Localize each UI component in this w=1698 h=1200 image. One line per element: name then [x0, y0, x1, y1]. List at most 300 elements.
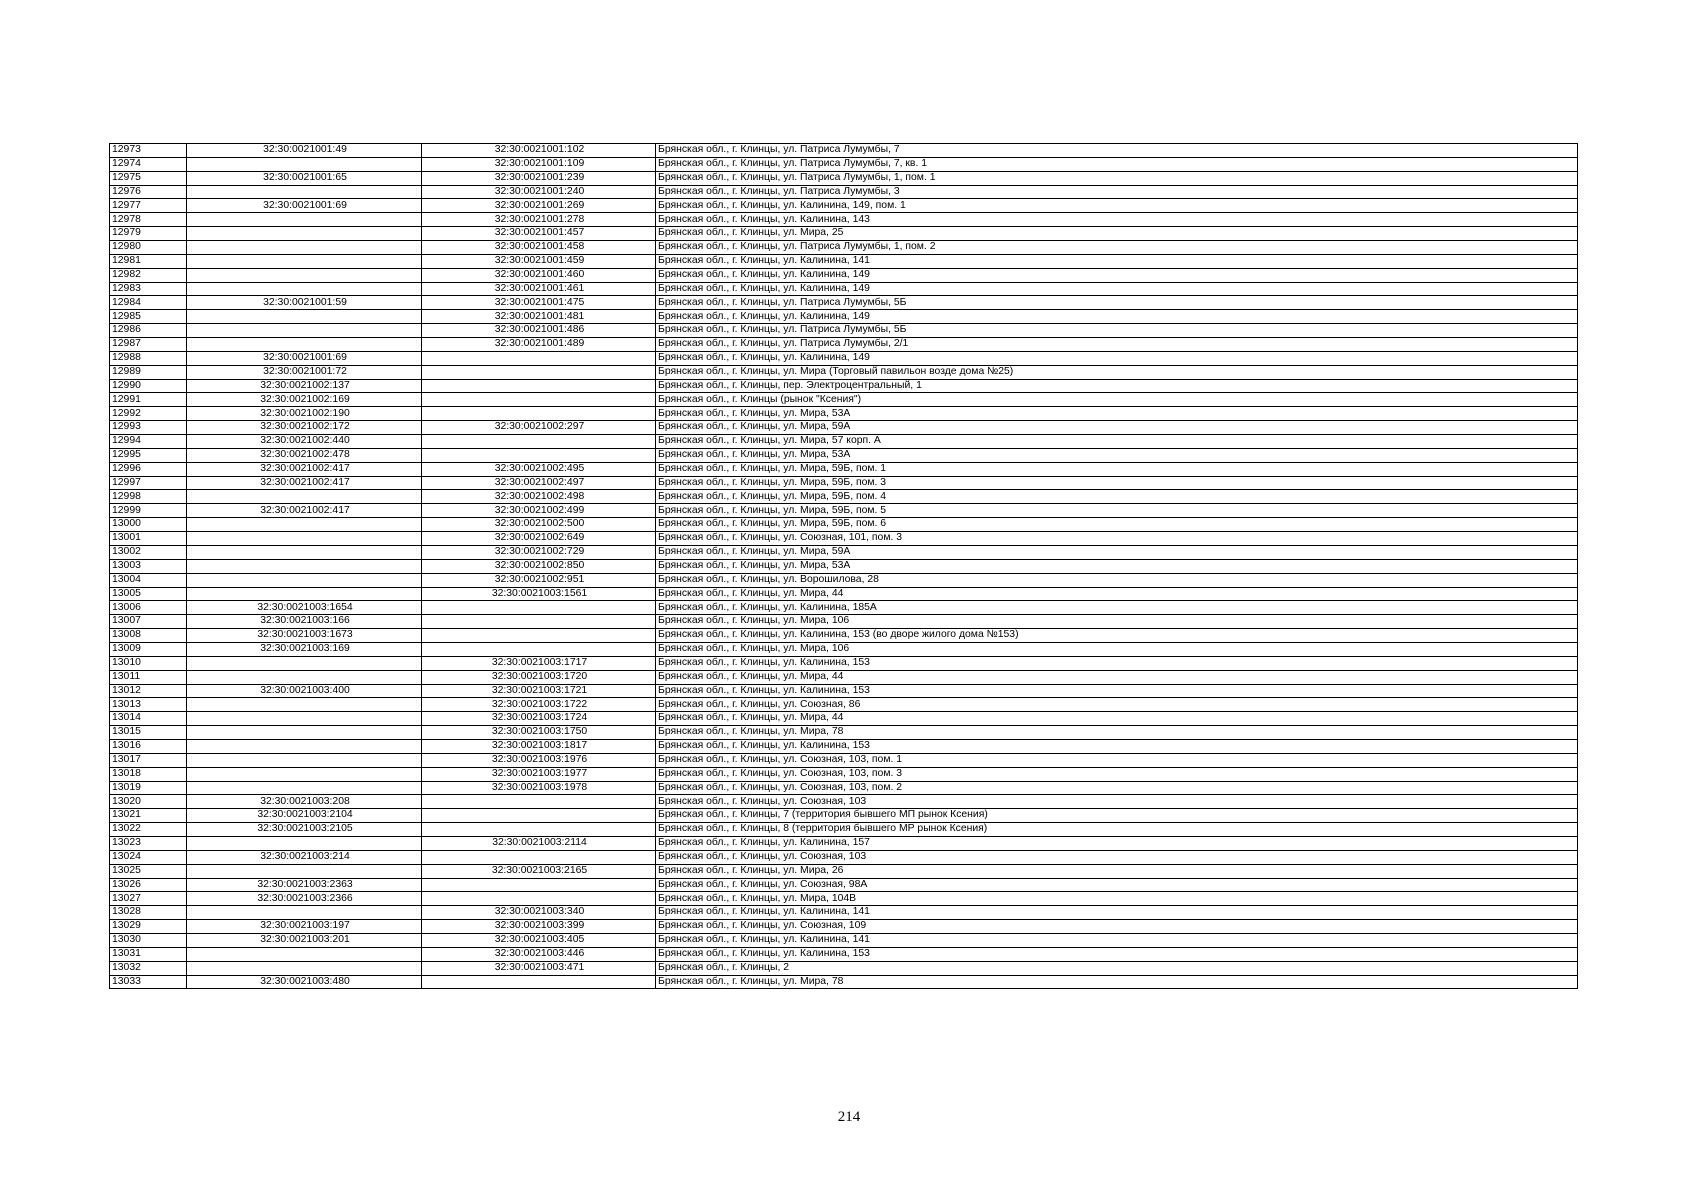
- building-cadastral-number-cell: [422, 809, 656, 823]
- land-cadastral-number-cell: [187, 518, 422, 532]
- building-cadastral-number-cell: 32:30:0021001:460: [422, 268, 656, 282]
- row-number-cell: 13032: [110, 961, 187, 975]
- table-row: [110, 324, 1578, 338]
- table-row: [110, 338, 1578, 352]
- building-cadastral-number-cell: 32:30:0021003:1722: [422, 698, 656, 712]
- row-number-cell: 13010: [110, 656, 187, 670]
- building-cadastral-number-cell: [422, 615, 656, 629]
- land-cadastral-number-cell: 32:30:0021002:172: [187, 421, 422, 435]
- land-cadastral-number-cell: 32:30:0021003:400: [187, 684, 422, 698]
- table-row: [110, 684, 1578, 698]
- building-cadastral-number-cell: [422, 407, 656, 421]
- row-number-cell: 12987: [110, 338, 187, 352]
- address-cell: Брянская обл., г. Клинцы, ул. Калинина, 143: [656, 213, 1578, 227]
- address-cell: Брянская обл., г. Клинцы, ул. Союзная, 103, пом. 3: [656, 767, 1578, 781]
- table-row: [110, 615, 1578, 629]
- land-cadastral-number-cell: 32:30:0021001:69: [187, 351, 422, 365]
- address-cell: Брянская обл., г. Клинцы, ул. Союзная, 103: [656, 850, 1578, 864]
- address-cell: Брянская обл., г. Клинцы, ул. Калинина, 141: [656, 254, 1578, 268]
- land-cadastral-number-cell: [187, 781, 422, 795]
- land-cadastral-number-cell: [187, 227, 422, 241]
- land-cadastral-number-cell: 32:30:0021001:59: [187, 296, 422, 310]
- land-cadastral-number-cell: [187, 698, 422, 712]
- land-cadastral-number-cell: 32:30:0021002:417: [187, 476, 422, 490]
- table-row: [110, 961, 1578, 975]
- row-number-cell: 12998: [110, 490, 187, 504]
- address-cell: Брянская обл., г. Клинцы, ул. Патриса Лумумбы, 7, кв. 1: [656, 157, 1578, 171]
- address-cell: Брянская обл., г. Клинцы, ул. Калинина, 141: [656, 906, 1578, 920]
- address-cell: Брянская обл., г. Клинцы, ул. Мира, 106: [656, 615, 1578, 629]
- building-cadastral-number-cell: 32:30:0021003:2165: [422, 864, 656, 878]
- address-cell: Брянская обл., г. Клинцы, ул. Калинина, 153: [656, 947, 1578, 961]
- land-cadastral-number-cell: 32:30:0021002:169: [187, 393, 422, 407]
- land-cadastral-number-cell: [187, 906, 422, 920]
- table-row: [110, 379, 1578, 393]
- building-cadastral-number-cell: 32:30:0021003:340: [422, 906, 656, 920]
- row-number-cell: 13002: [110, 545, 187, 559]
- building-cadastral-number-cell: [422, 629, 656, 643]
- building-cadastral-number-cell: 32:30:0021002:500: [422, 518, 656, 532]
- land-cadastral-number-cell: 32:30:0021003:2105: [187, 823, 422, 837]
- table-row: [110, 559, 1578, 573]
- land-cadastral-number-cell: 32:30:0021002:417: [187, 504, 422, 518]
- building-cadastral-number-cell: [422, 823, 656, 837]
- table-row: [110, 739, 1578, 753]
- table-row: [110, 947, 1578, 961]
- table-row: [110, 296, 1578, 310]
- land-cadastral-number-cell: [187, 573, 422, 587]
- row-number-cell: 12993: [110, 421, 187, 435]
- table-row: [110, 670, 1578, 684]
- address-cell: Брянская обл., г. Клинцы, ул. Союзная, 101, пом. 3: [656, 532, 1578, 546]
- building-cadastral-number-cell: 32:30:0021003:1750: [422, 726, 656, 740]
- building-cadastral-number-cell: 32:30:0021003:1721: [422, 684, 656, 698]
- land-cadastral-number-cell: [187, 254, 422, 268]
- land-cadastral-number-cell: [187, 324, 422, 338]
- building-cadastral-number-cell: 32:30:0021003:1561: [422, 587, 656, 601]
- building-cadastral-number-cell: 32:30:0021002:297: [422, 421, 656, 435]
- address-cell: Брянская обл., г. Клинцы (рынок "Ксения"): [656, 393, 1578, 407]
- row-number-cell: 13028: [110, 906, 187, 920]
- land-cadastral-number-cell: 32:30:0021002:190: [187, 407, 422, 421]
- table-row: [110, 587, 1578, 601]
- registry-table-container: [109, 143, 1577, 989]
- table-row: [110, 892, 1578, 906]
- row-number-cell: 12978: [110, 213, 187, 227]
- row-number-cell: 12979: [110, 227, 187, 241]
- building-cadastral-number-cell: 32:30:0021001:459: [422, 254, 656, 268]
- building-cadastral-number-cell: 32:30:0021003:1720: [422, 670, 656, 684]
- address-cell: Брянская обл., г. Клинцы, ул. Калинина, 153: [656, 684, 1578, 698]
- land-cadastral-number-cell: 32:30:0021003:214: [187, 850, 422, 864]
- address-cell: Брянская обл., г. Клинцы, ул. Патриса Лумумбы, 5Б: [656, 324, 1578, 338]
- land-cadastral-number-cell: [187, 670, 422, 684]
- address-cell: Брянская обл., г. Клинцы, ул. Калинина, 149: [656, 310, 1578, 324]
- building-cadastral-number-cell: 32:30:0021002:499: [422, 504, 656, 518]
- building-cadastral-number-cell: 32:30:0021001:475: [422, 296, 656, 310]
- building-cadastral-number-cell: 32:30:0021003:405: [422, 933, 656, 947]
- address-cell: Брянская обл., г. Клинцы, ул. Калинина, 153: [656, 739, 1578, 753]
- row-number-cell: 13004: [110, 573, 187, 587]
- building-cadastral-number-cell: [422, 850, 656, 864]
- row-number-cell: 12973: [110, 144, 187, 158]
- row-number-cell: 12974: [110, 157, 187, 171]
- land-cadastral-number-cell: 32:30:0021003:480: [187, 975, 422, 989]
- land-cadastral-number-cell: 32:30:0021001:49: [187, 144, 422, 158]
- building-cadastral-number-cell: 32:30:0021003:1724: [422, 712, 656, 726]
- building-cadastral-number-cell: [422, 975, 656, 989]
- building-cadastral-number-cell: 32:30:0021001:489: [422, 338, 656, 352]
- land-cadastral-number-cell: [187, 739, 422, 753]
- land-cadastral-number-cell: [187, 268, 422, 282]
- building-cadastral-number-cell: 32:30:0021003:471: [422, 961, 656, 975]
- row-number-cell: 12977: [110, 199, 187, 213]
- address-cell: Брянская обл., г. Клинцы, ул. Союзная, 86: [656, 698, 1578, 712]
- table-row: [110, 490, 1578, 504]
- building-cadastral-number-cell: [422, 642, 656, 656]
- address-cell: Брянская обл., г. Клинцы, ул. Мира, 59Б, пом. 1: [656, 462, 1578, 476]
- table-row: [110, 601, 1578, 615]
- row-number-cell: 12990: [110, 379, 187, 393]
- land-cadastral-number-cell: 32:30:0021001:65: [187, 171, 422, 185]
- building-cadastral-number-cell: [422, 601, 656, 615]
- land-cadastral-number-cell: [187, 656, 422, 670]
- address-cell: Брянская обл., г. Клинцы, ул. Мира, 26: [656, 864, 1578, 878]
- table-row: [110, 435, 1578, 449]
- table-row: [110, 767, 1578, 781]
- row-number-cell: 12975: [110, 171, 187, 185]
- registry-table: [109, 143, 1578, 989]
- address-cell: Брянская обл., г. Клинцы, ул. Калинина, 185А: [656, 601, 1578, 615]
- building-cadastral-number-cell: 32:30:0021001:239: [422, 171, 656, 185]
- address-cell: Брянская обл., г. Клинцы, ул. Калинина, 157: [656, 836, 1578, 850]
- land-cadastral-number-cell: [187, 282, 422, 296]
- row-number-cell: 13003: [110, 559, 187, 573]
- table-row: [110, 393, 1578, 407]
- table-row: [110, 518, 1578, 532]
- row-number-cell: 12995: [110, 448, 187, 462]
- row-number-cell: 13029: [110, 920, 187, 934]
- address-cell: Брянская обл., г. Клинцы, ул. Патриса Лумумбы, 2/1: [656, 338, 1578, 352]
- building-cadastral-number-cell: 32:30:0021002:951: [422, 573, 656, 587]
- table-row: [110, 268, 1578, 282]
- land-cadastral-number-cell: 32:30:0021003:1654: [187, 601, 422, 615]
- land-cadastral-number-cell: 32:30:0021002:440: [187, 435, 422, 449]
- building-cadastral-number-cell: 32:30:0021001:458: [422, 241, 656, 255]
- address-cell: Брянская обл., г. Клинцы, 2: [656, 961, 1578, 975]
- address-cell: Брянская обл., г. Клинцы, ул. Патриса Лумумбы, 1, пом. 2: [656, 241, 1578, 255]
- address-cell: Брянская обл., г. Клинцы, 8 (территория бывшего МР рынок Ксения): [656, 823, 1578, 837]
- building-cadastral-number-cell: 32:30:0021001:461: [422, 282, 656, 296]
- row-number-cell: 12991: [110, 393, 187, 407]
- address-cell: Брянская обл., г. Клинцы, ул. Мира, 78: [656, 975, 1578, 989]
- table-row: [110, 642, 1578, 656]
- table-row: [110, 726, 1578, 740]
- table-row: [110, 448, 1578, 462]
- land-cadastral-number-cell: [187, 726, 422, 740]
- row-number-cell: 13019: [110, 781, 187, 795]
- address-cell: Брянская обл., г. Клинцы, ул. Мира, 59Б, пом. 5: [656, 504, 1578, 518]
- building-cadastral-number-cell: 32:30:0021003:1976: [422, 753, 656, 767]
- table-row: [110, 545, 1578, 559]
- land-cadastral-number-cell: [187, 864, 422, 878]
- registry-table-body: [110, 144, 1578, 989]
- row-number-cell: 13021: [110, 809, 187, 823]
- table-row: [110, 407, 1578, 421]
- table-row: [110, 656, 1578, 670]
- address-cell: Брянская обл., г. Клинцы, ул. Калинина, 149, пом. 1: [656, 199, 1578, 213]
- address-cell: Брянская обл., г. Клинцы, ул. Мира, 44: [656, 712, 1578, 726]
- table-row: [110, 185, 1578, 199]
- building-cadastral-number-cell: 32:30:0021002:649: [422, 532, 656, 546]
- address-cell: Брянская обл., г. Клинцы, ул. Мира, 59Б, пом. 4: [656, 490, 1578, 504]
- building-cadastral-number-cell: 32:30:0021001:457: [422, 227, 656, 241]
- table-row: [110, 836, 1578, 850]
- address-cell: Брянская обл., г. Клинцы, ул. Союзная, 109: [656, 920, 1578, 934]
- land-cadastral-number-cell: [187, 947, 422, 961]
- row-number-cell: 13017: [110, 753, 187, 767]
- address-cell: Брянская обл., г. Клинцы, ул. Калинина, 149: [656, 268, 1578, 282]
- table-row: [110, 213, 1578, 227]
- row-number-cell: 13005: [110, 587, 187, 601]
- address-cell: Брянская обл., г. Клинцы, ул. Мира, 53А: [656, 559, 1578, 573]
- land-cadastral-number-cell: [187, 157, 422, 171]
- address-cell: Брянская обл., г. Клинцы, ул. Мира, 59Б, пом. 3: [656, 476, 1578, 490]
- row-number-cell: 13018: [110, 767, 187, 781]
- building-cadastral-number-cell: [422, 892, 656, 906]
- building-cadastral-number-cell: 32:30:0021001:102: [422, 144, 656, 158]
- building-cadastral-number-cell: 32:30:0021001:278: [422, 213, 656, 227]
- building-cadastral-number-cell: [422, 351, 656, 365]
- address-cell: Брянская обл., г. Клинцы, ул. Мира, 59А: [656, 421, 1578, 435]
- row-number-cell: 13026: [110, 878, 187, 892]
- table-row: [110, 920, 1578, 934]
- table-row: [110, 712, 1578, 726]
- row-number-cell: 13014: [110, 712, 187, 726]
- building-cadastral-number-cell: 32:30:0021003:1817: [422, 739, 656, 753]
- land-cadastral-number-cell: 32:30:0021003:169: [187, 642, 422, 656]
- row-number-cell: 13016: [110, 739, 187, 753]
- building-cadastral-number-cell: 32:30:0021001:269: [422, 199, 656, 213]
- row-number-cell: 12982: [110, 268, 187, 282]
- address-cell: Брянская обл., г. Клинцы, ул. Мира, 44: [656, 587, 1578, 601]
- row-number-cell: 12997: [110, 476, 187, 490]
- building-cadastral-number-cell: [422, 379, 656, 393]
- row-number-cell: 13022: [110, 823, 187, 837]
- building-cadastral-number-cell: 32:30:0021003:1717: [422, 656, 656, 670]
- land-cadastral-number-cell: [187, 712, 422, 726]
- table-row: [110, 504, 1578, 518]
- land-cadastral-number-cell: [187, 185, 422, 199]
- row-number-cell: 12981: [110, 254, 187, 268]
- address-cell: Брянская обл., г. Клинцы, ул. Мира, 44: [656, 670, 1578, 684]
- building-cadastral-number-cell: 32:30:0021001:109: [422, 157, 656, 171]
- row-number-cell: 13011: [110, 670, 187, 684]
- land-cadastral-number-cell: 32:30:0021003:208: [187, 795, 422, 809]
- row-number-cell: 13030: [110, 933, 187, 947]
- address-cell: Брянская обл., г. Клинцы, ул. Калинина, 149: [656, 351, 1578, 365]
- table-row: [110, 781, 1578, 795]
- building-cadastral-number-cell: [422, 795, 656, 809]
- table-row: [110, 809, 1578, 823]
- row-number-cell: 13027: [110, 892, 187, 906]
- address-cell: Брянская обл., г. Клинцы, ул. Калинина, 153: [656, 656, 1578, 670]
- page-number: 214: [837, 1109, 861, 1125]
- table-row: [110, 933, 1578, 947]
- building-cadastral-number-cell: [422, 448, 656, 462]
- table-row: [110, 421, 1578, 435]
- building-cadastral-number-cell: 32:30:0021003:1978: [422, 781, 656, 795]
- table-row: [110, 351, 1578, 365]
- table-row: [110, 282, 1578, 296]
- land-cadastral-number-cell: [187, 213, 422, 227]
- land-cadastral-number-cell: [187, 545, 422, 559]
- table-row: [110, 573, 1578, 587]
- row-number-cell: 12999: [110, 504, 187, 518]
- address-cell: Брянская обл., г. Клинцы, ул. Мира, 59Б, пом. 6: [656, 518, 1578, 532]
- land-cadastral-number-cell: [187, 587, 422, 601]
- table-row: [110, 878, 1578, 892]
- table-row: [110, 698, 1578, 712]
- building-cadastral-number-cell: 32:30:0021002:850: [422, 559, 656, 573]
- table-row: [110, 462, 1578, 476]
- table-row: [110, 171, 1578, 185]
- building-cadastral-number-cell: 32:30:0021003:399: [422, 920, 656, 934]
- table-row: [110, 532, 1578, 546]
- address-cell: Брянская обл., г. Клинцы, ул. Мира, 57 корп. А: [656, 435, 1578, 449]
- land-cadastral-number-cell: [187, 961, 422, 975]
- land-cadastral-number-cell: [187, 310, 422, 324]
- address-cell: Брянская обл., г. Клинцы, ул. Союзная, 103: [656, 795, 1578, 809]
- row-number-cell: 12988: [110, 351, 187, 365]
- land-cadastral-number-cell: 32:30:0021002:478: [187, 448, 422, 462]
- address-cell: Брянская обл., г. Клинцы, ул. Союзная, 103, пом. 2: [656, 781, 1578, 795]
- table-row: [110, 906, 1578, 920]
- building-cadastral-number-cell: 32:30:0021001:240: [422, 185, 656, 199]
- table-row: [110, 795, 1578, 809]
- land-cadastral-number-cell: 32:30:0021002:417: [187, 462, 422, 476]
- row-number-cell: 12983: [110, 282, 187, 296]
- building-cadastral-number-cell: 32:30:0021002:729: [422, 545, 656, 559]
- land-cadastral-number-cell: [187, 767, 422, 781]
- row-number-cell: 12984: [110, 296, 187, 310]
- address-cell: Брянская обл., г. Клинцы, ул. Патриса Лумумбы, 5Б: [656, 296, 1578, 310]
- land-cadastral-number-cell: 32:30:0021003:166: [187, 615, 422, 629]
- address-cell: Брянская обл., г. Клинцы, ул. Мира, 78: [656, 726, 1578, 740]
- land-cadastral-number-cell: 32:30:0021003:2363: [187, 878, 422, 892]
- table-row: [110, 850, 1578, 864]
- address-cell: Брянская обл., г. Клинцы, ул. Ворошилова, 28: [656, 573, 1578, 587]
- land-cadastral-number-cell: 32:30:0021003:2366: [187, 892, 422, 906]
- table-row: [110, 629, 1578, 643]
- building-cadastral-number-cell: 32:30:0021003:2114: [422, 836, 656, 850]
- table-row: [110, 227, 1578, 241]
- address-cell: Брянская обл., г. Клинцы, ул. Калинина, 153 (во дворе жилого дома №153): [656, 629, 1578, 643]
- row-number-cell: 13025: [110, 864, 187, 878]
- address-cell: Брянская обл., г. Клинцы, 7 (территория бывшего МП рынок Ксения): [656, 809, 1578, 823]
- building-cadastral-number-cell: 32:30:0021001:486: [422, 324, 656, 338]
- building-cadastral-number-cell: 32:30:0021003:1977: [422, 767, 656, 781]
- land-cadastral-number-cell: [187, 490, 422, 504]
- row-number-cell: 12980: [110, 241, 187, 255]
- row-number-cell: 13024: [110, 850, 187, 864]
- table-row: [110, 199, 1578, 213]
- building-cadastral-number-cell: [422, 365, 656, 379]
- table-row: [110, 241, 1578, 255]
- building-cadastral-number-cell: 32:30:0021003:446: [422, 947, 656, 961]
- land-cadastral-number-cell: [187, 338, 422, 352]
- row-number-cell: 12994: [110, 435, 187, 449]
- address-cell: Брянская обл., г. Клинцы, ул. Патриса Лумумбы, 1, пом. 1: [656, 171, 1578, 185]
- row-number-cell: 13000: [110, 518, 187, 532]
- building-cadastral-number-cell: [422, 878, 656, 892]
- land-cadastral-number-cell: 32:30:0021002:137: [187, 379, 422, 393]
- row-number-cell: 13006: [110, 601, 187, 615]
- row-number-cell: 12992: [110, 407, 187, 421]
- row-number-cell: 13013: [110, 698, 187, 712]
- land-cadastral-number-cell: [187, 753, 422, 767]
- table-row: [110, 254, 1578, 268]
- address-cell: Брянская обл., г. Клинцы, ул. Патриса Лумумбы, 7: [656, 144, 1578, 158]
- row-number-cell: 13015: [110, 726, 187, 740]
- building-cadastral-number-cell: 32:30:0021002:497: [422, 476, 656, 490]
- land-cadastral-number-cell: 32:30:0021003:197: [187, 920, 422, 934]
- row-number-cell: 12985: [110, 310, 187, 324]
- address-cell: Брянская обл., г. Клинцы, ул. Патриса Лумумбы, 3: [656, 185, 1578, 199]
- address-cell: Брянская обл., г. Клинцы, ул. Калинина, 141: [656, 933, 1578, 947]
- table-row: [110, 753, 1578, 767]
- table-row: [110, 975, 1578, 989]
- row-number-cell: 13001: [110, 532, 187, 546]
- row-number-cell: 13012: [110, 684, 187, 698]
- row-number-cell: 13033: [110, 975, 187, 989]
- table-row: [110, 823, 1578, 837]
- table-row: [110, 310, 1578, 324]
- address-cell: Брянская обл., г. Клинцы, ул. Мира, 25: [656, 227, 1578, 241]
- land-cadastral-number-cell: 32:30:0021001:69: [187, 199, 422, 213]
- address-cell: Брянская обл., г. Клинцы, ул. Мира, 106: [656, 642, 1578, 656]
- row-number-cell: 12996: [110, 462, 187, 476]
- address-cell: Брянская обл., г. Клинцы, ул. Союзная, 98А: [656, 878, 1578, 892]
- land-cadastral-number-cell: 32:30:0021001:72: [187, 365, 422, 379]
- building-cadastral-number-cell: 32:30:0021001:481: [422, 310, 656, 324]
- table-row: [110, 476, 1578, 490]
- address-cell: Брянская обл., г. Клинцы, ул. Мира, 53А: [656, 448, 1578, 462]
- building-cadastral-number-cell: 32:30:0021002:498: [422, 490, 656, 504]
- table-row: [110, 157, 1578, 171]
- row-number-cell: 13007: [110, 615, 187, 629]
- land-cadastral-number-cell: 32:30:0021003:201: [187, 933, 422, 947]
- land-cadastral-number-cell: [187, 836, 422, 850]
- row-number-cell: 12976: [110, 185, 187, 199]
- row-number-cell: 13023: [110, 836, 187, 850]
- table-row: [110, 864, 1578, 878]
- building-cadastral-number-cell: 32:30:0021002:495: [422, 462, 656, 476]
- address-cell: Брянская обл., г. Клинцы, ул. Союзная, 103, пом. 1: [656, 753, 1578, 767]
- row-number-cell: 12989: [110, 365, 187, 379]
- address-cell: Брянская обл., г. Клинцы, пер. Электроцентральный, 1: [656, 379, 1578, 393]
- address-cell: Брянская обл., г. Клинцы, ул. Калинина, 149: [656, 282, 1578, 296]
- row-number-cell: 13031: [110, 947, 187, 961]
- address-cell: Брянская обл., г. Клинцы, ул. Мира, 59А: [656, 545, 1578, 559]
- land-cadastral-number-cell: [187, 532, 422, 546]
- land-cadastral-number-cell: 32:30:0021003:1673: [187, 629, 422, 643]
- row-number-cell: 12986: [110, 324, 187, 338]
- building-cadastral-number-cell: [422, 435, 656, 449]
- land-cadastral-number-cell: 32:30:0021003:2104: [187, 809, 422, 823]
- table-row: [110, 365, 1578, 379]
- row-number-cell: 13020: [110, 795, 187, 809]
